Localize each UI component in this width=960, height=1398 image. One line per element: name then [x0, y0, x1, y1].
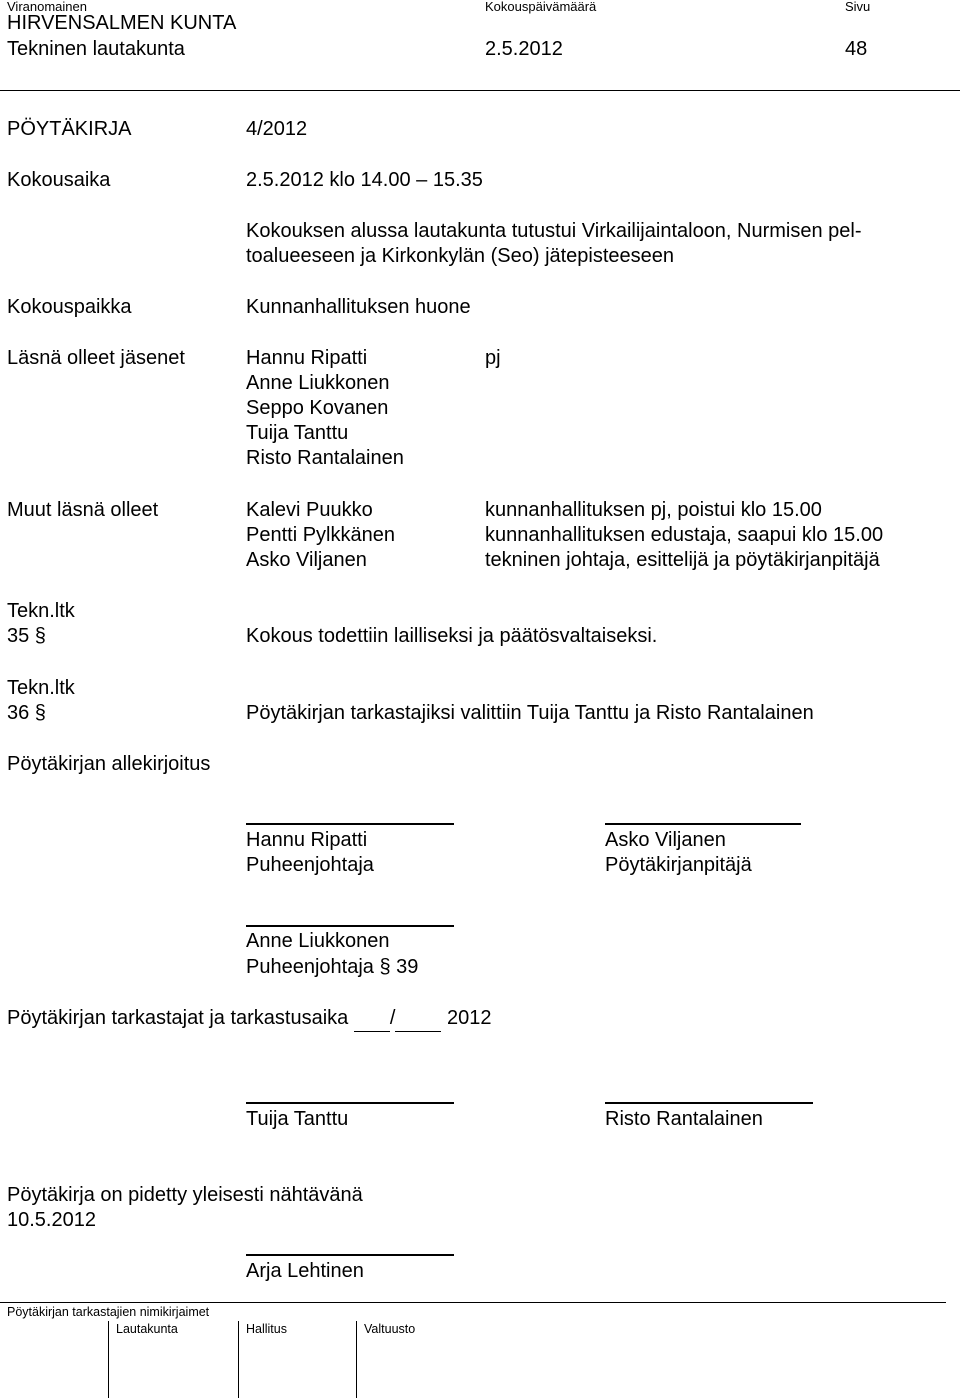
footer-column-divider	[238, 1321, 239, 1398]
board-name: Tekninen lautakunta	[7, 38, 185, 60]
signer-name: Asko Viljanen	[605, 829, 726, 851]
signer-role: Puheenjohtaja § 39	[246, 956, 419, 978]
member-name: Seppo Kovanen	[246, 397, 389, 419]
member-name: Anne Liukkonen	[246, 372, 390, 394]
members-label: Läsnä olleet jäsenet	[7, 347, 185, 369]
signer-name: Hannu Ripatti	[246, 829, 368, 851]
other-role: kunnanhallituksen pj, poistui klo 15.00	[485, 499, 822, 521]
municipality-name: HIRVENSALMEN KUNTA	[7, 12, 237, 34]
review-year: 2012	[446, 1007, 492, 1029]
meeting-place-value: Kunnanhallituksen huone	[246, 296, 471, 318]
chair-mark: pj	[485, 347, 501, 369]
review-label: Pöytäkirjan tarkastajat ja tarkastusaika	[7, 1007, 349, 1029]
signature-line	[605, 823, 801, 825]
footer-col-valtuusto: Valtuusto	[364, 1322, 416, 1336]
review-day-blank	[354, 1006, 390, 1032]
signer-role: Puheenjohtaja	[246, 854, 374, 876]
reviewer-name: Tuija Tanttu	[246, 1108, 349, 1130]
footer-column-divider	[356, 1321, 357, 1398]
page-label: Sivu	[845, 0, 871, 14]
signature-line	[246, 1102, 454, 1104]
meeting-time-value: 2.5.2012 klo 14.00 – 15.35	[246, 169, 483, 191]
display-date: 10.5.2012	[7, 1209, 96, 1231]
footer-divider	[0, 1302, 946, 1303]
authority-label: Viranomainen	[7, 0, 87, 14]
member-name: Tuija Tanttu	[246, 422, 349, 444]
signature-line	[246, 925, 454, 927]
signer-role: Pöytäkirjanpitäjä	[605, 854, 752, 876]
tour-text-line1: Kokouksen alussa lautakunta tutustui Virkailijaintaloon, Nurmisen pel-	[246, 220, 862, 242]
other-name: Pentti Pylkkänen	[246, 524, 395, 546]
section-text: Kokous todettiin lailliseksi ja päätösvaltaiseksi.	[246, 625, 658, 647]
header-divider	[0, 90, 960, 91]
footer-col-hallitus: Hallitus	[246, 1322, 287, 1336]
meeting-place-label: Kokouspaikka	[7, 296, 132, 318]
section-number: 35 §	[7, 625, 46, 647]
tour-text-line2: toalueeseen ja Kirkonkylän (Seo) jätepisteeseen	[246, 245, 675, 267]
minutes-title: PÖYTÄKIRJA	[7, 118, 132, 140]
page-number: 48	[845, 38, 868, 60]
review-line	[7, 1006, 491, 1032]
display-label: Pöytäkirja on pidetty yleisesti nähtävänä	[7, 1184, 363, 1206]
other-role: kunnanhallituksen edustaja, saapui klo 15.00	[485, 524, 884, 546]
footer-column-divider	[108, 1321, 109, 1398]
section-org: Tekn.ltk	[7, 677, 75, 699]
meeting-time-label: Kokousaika	[7, 169, 111, 191]
meeting-date: 2.5.2012	[485, 38, 563, 60]
other-name: Asko Viljanen	[246, 549, 367, 571]
section-number: 36 §	[7, 702, 46, 724]
footer-label: Pöytäkirjan tarkastajien nimikirjaimet	[7, 1305, 210, 1319]
member-name: Hannu Ripatti	[246, 347, 368, 369]
meeting-date-label: Kokouspäivämäärä	[485, 0, 597, 14]
other-role: tekninen johtaja, esittelijä ja pöytäkirjanpitäjä	[485, 549, 880, 571]
display-signer-name: Arja Lehtinen	[246, 1260, 364, 1282]
footer-col-lautakunta: Lautakunta	[116, 1322, 178, 1336]
signature-line	[246, 1254, 454, 1256]
signatures-label: Pöytäkirjan allekirjoitus	[7, 753, 211, 775]
review-month-blank	[395, 1006, 441, 1032]
reviewer-name: Risto Rantalainen	[605, 1108, 763, 1130]
section-org: Tekn.ltk	[7, 600, 75, 622]
signature-line	[605, 1102, 813, 1104]
section-text: Pöytäkirjan tarkastajiksi valittiin Tuija Tanttu ja Risto Rantalainen	[246, 702, 814, 724]
signer-name: Anne Liukkonen	[246, 930, 390, 952]
member-name: Risto Rantalainen	[246, 447, 404, 469]
signature-line	[246, 823, 454, 825]
minutes-number: 4/2012	[246, 118, 308, 140]
others-label: Muut läsnä olleet	[7, 499, 159, 521]
review-slash: /	[389, 1007, 396, 1029]
other-name: Kalevi Puukko	[246, 499, 373, 521]
